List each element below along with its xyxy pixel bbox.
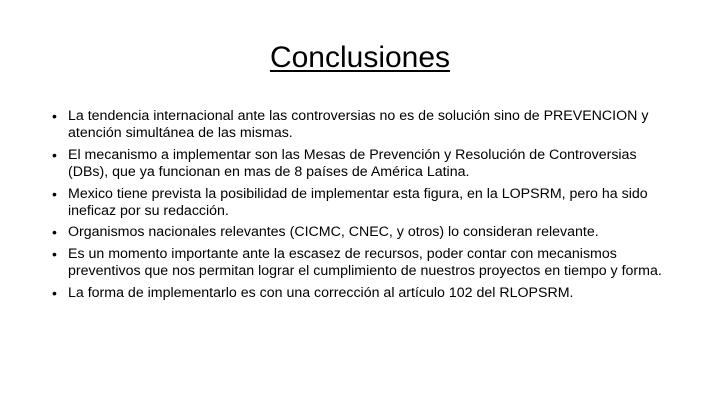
bullet-text: Es un momento importante ante la escasez de recursos, poder contar con mecanismos preventivos que nos permitan lograr el cumplimiento de nuestros proyectos en tiempo y forma. (68, 245, 662, 280)
bullet-dot-icon: • (52, 245, 57, 262)
bullet-item (52, 186, 668, 221)
bullet-dot-icon: • (52, 146, 57, 163)
bullet-dot-icon: • (52, 185, 57, 202)
bullet-item (52, 224, 668, 241)
bullet-item (52, 147, 668, 182)
bullet-text: La tendencia internacional ante las controversias no es de solución sino de PREVENCION y atención simultánea de las mismas. (68, 108, 649, 142)
bullet-text: La forma de implementarlo es con una corrección al artículo 102 del RLOPSRM. (68, 284, 574, 301)
bullet-text: Mexico tiene prevista la posibilidad de implementar esta figura, en la LOPSRM, pero ha sido ineficaz por su redacción. (68, 185, 648, 220)
bullet-dot-icon: • (52, 108, 57, 124)
bullet-dot-icon: • (52, 284, 57, 301)
bullet-item (52, 246, 668, 281)
bullet-list (52, 108, 668, 306)
bullet-dot-icon: • (52, 224, 57, 241)
bullet-text: El mecanismo a implementar son las Mesas de Prevención y Resolución de Controversias (DBs), que ya funcionan en mas de 8 países de América Latina. (68, 146, 637, 181)
bullet-item (52, 285, 668, 302)
slide-title: Conclusiones (269, 41, 451, 74)
bullet-item (52, 108, 668, 143)
bullet-text: Organismos nacionales relevantes (CICMC, CNEC, y otros) lo consideran relevante. (68, 224, 599, 241)
